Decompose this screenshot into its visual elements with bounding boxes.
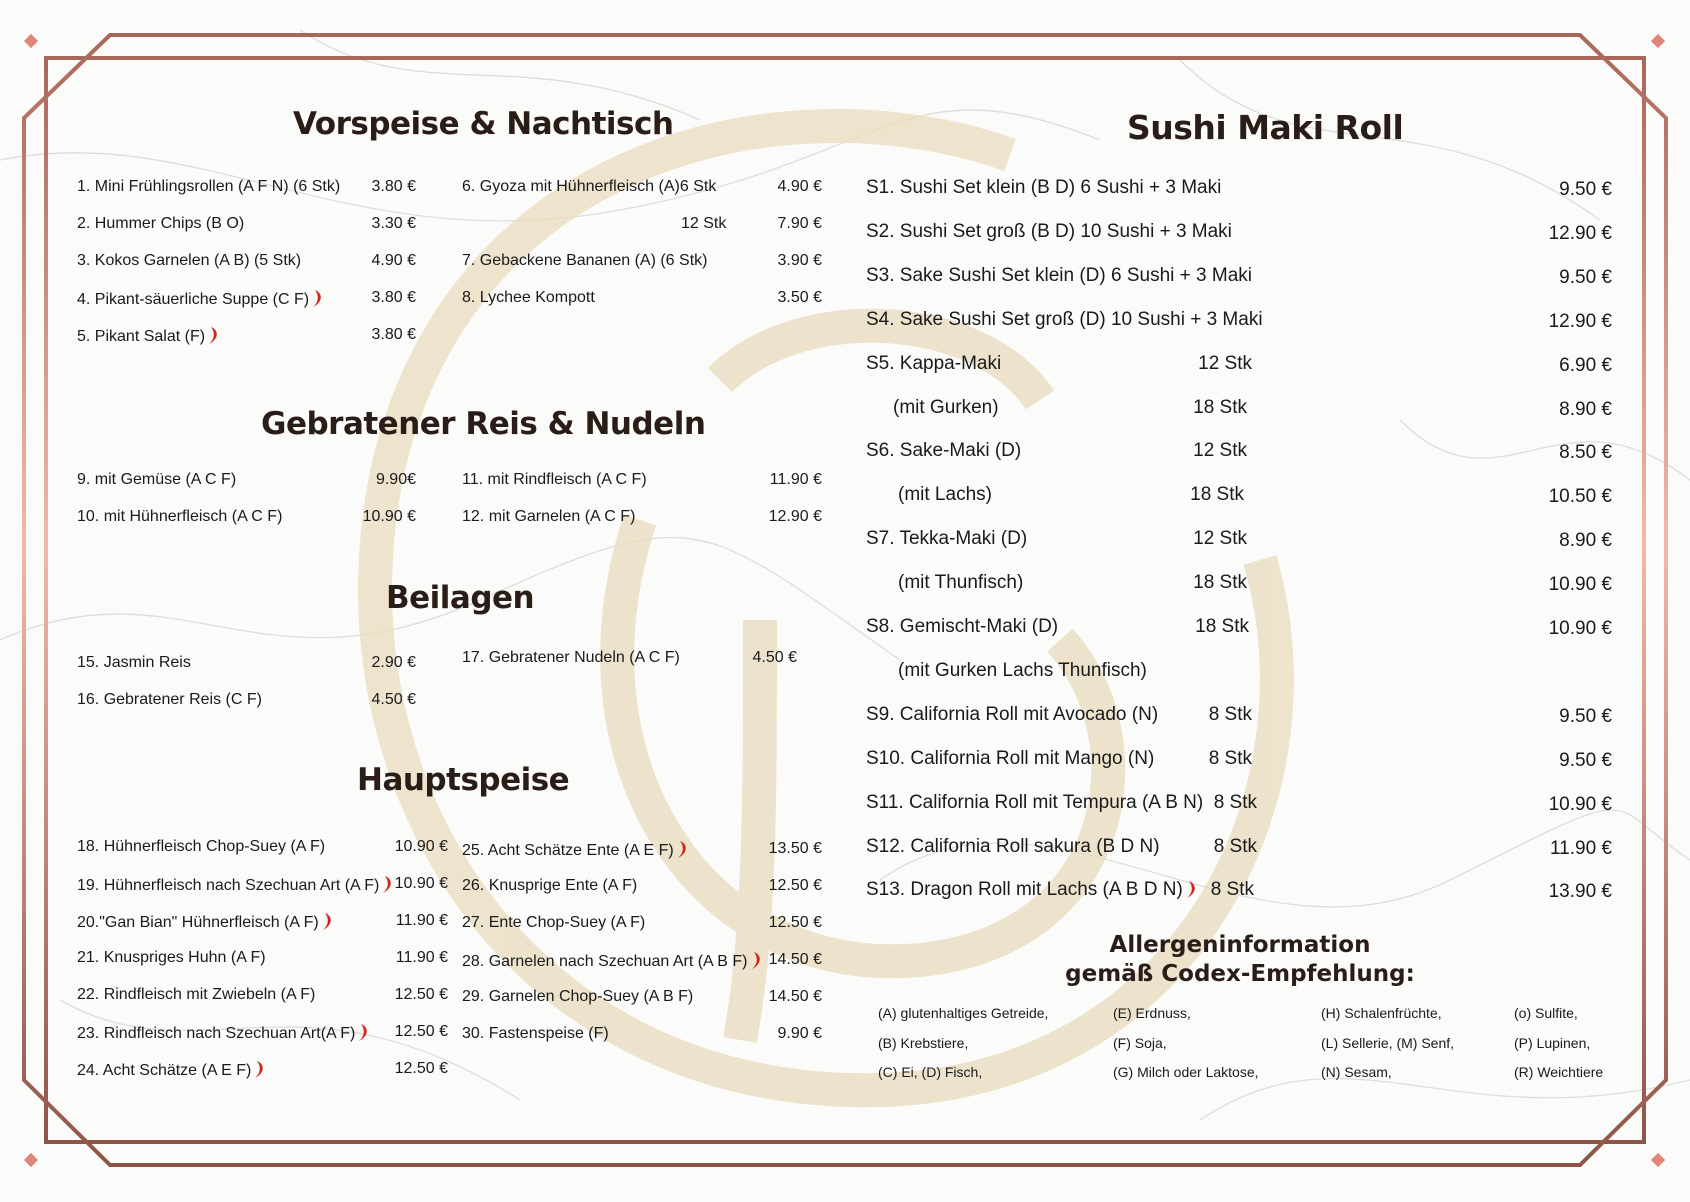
sushi-item-name-text: S5. Kappa-Maki [866,352,1002,374]
menu-item-price-text: 14.50 € [768,988,822,1005]
menu-item-name [462,648,680,668]
allergen-entry: (N) Sesam, [1321,1064,1392,1080]
menu-item-price-text: 4.90 € [777,178,822,195]
sushi-item-name [866,176,1221,200]
menu-item-name-text: 2. Hummer Chips (B O) [77,215,245,232]
menu-item-price [712,177,822,197]
sushi-item-price-text: 8.50 € [1559,442,1612,464]
menu-item-price [306,288,416,308]
menu-item-price-text: 3.80 € [371,326,416,343]
menu-item-price-text: 12.50 € [768,877,822,894]
menu-item-name-text: 18. Hühnerfleisch Chop-Suey (A F) [77,838,326,855]
sushi-item-price-text: 10.90 € [1548,618,1612,639]
section-title-vorspeise: Vorspeise & Nachtisch [293,106,674,142]
menu-item-price-text: 3.80 € [371,289,416,306]
menu-item-price [306,214,416,234]
menu-item-price-text: 12.90 € [768,508,822,525]
sushi-item-qty [1174,878,1254,902]
sushi-item-price [1472,837,1612,861]
sushi-item-name-text: (mit Gurken) [893,396,999,418]
sushi-item-name [866,791,1203,815]
menu-item-price [306,325,416,345]
sushi-item-price [1472,178,1612,202]
section-title-beilagen: Beilagen [386,580,535,616]
menu-item-name-text: 12. mit Garnelen (A C F) [462,508,636,525]
menu-item-price-text: 3.50 € [777,289,822,306]
allergen-entry: (E) Erdnuss, [1113,1005,1191,1021]
menu-item-price [712,1024,822,1044]
sushi-item-price-text: 6.90 € [1559,354,1612,376]
menu-item-price [338,874,448,894]
sushi-item-price [1472,266,1612,290]
allergen-entry: (F) Soja, [1113,1034,1167,1051]
menu-item-price-text: 11.90 € [769,471,822,488]
menu-item-name-text: 30. Fastenspeise (F) [462,1025,609,1042]
sushi-item-price-text: 12.90 € [1548,222,1612,244]
menu-item-price [712,251,822,271]
chili-icon [321,911,335,931]
sushi-item-name [866,747,1154,771]
menu-item-price [338,837,448,857]
menu-item-price [338,985,448,1005]
menu-item-name-text: 1. Mini Frühlingsrollen (A F N) (6 Stk) [77,178,341,195]
sushi-item-price-text: 10.90 € [1548,793,1612,815]
menu-item-price-text: 10.90 € [394,875,448,892]
menu-item-name [77,325,221,347]
sushi-item-qty [1172,352,1252,376]
menu-item-name [77,837,325,857]
menu-item-name [462,288,595,308]
allergen-entry: (o) Sulfite, [1514,1005,1578,1021]
section-title-hauptspeise: Hauptspeise [357,762,570,798]
sushi-item-name [866,352,1001,376]
sushi-item-qty-text: 18 Stk [1195,616,1249,637]
menu-item-price-text: 14.50 € [768,951,822,968]
menu-item-price-text: 10.90 € [394,838,448,855]
section-title-sushi: Sushi Maki Roll [1127,108,1404,147]
sushi-item-name [866,615,1058,639]
menu-item-price [338,948,448,968]
menu-item-price-text: 4.50 € [752,649,797,666]
menu-item-price [712,987,822,1007]
allergen-entry: (P) Lupinen, [1514,1034,1591,1051]
sushi-item-name [866,264,1252,288]
sushi-item-name [893,396,999,420]
menu-item-price-text: 4.90 € [371,252,416,269]
sushi-item-qty [1172,747,1252,771]
menu-item-name-text: 25. Acht Schätze Ente (A E F) [462,842,674,859]
menu-item-name-text: 8. Lychee Kompott [462,289,595,306]
menu-item-price [306,653,416,673]
menu-item-price [712,876,822,896]
sushi-item-qty-text: 12 Stk [1193,440,1247,462]
menu-item-price-text: 10.90 € [362,508,416,525]
sushi-item-qty [1177,835,1257,859]
sushi-item-price [1472,573,1612,597]
menu-item-name-text: 16. Gebratener Reis (C F) [77,691,262,708]
sushi-item-price-text: 10.90 € [1548,574,1612,596]
allergen-entry: (G) Milch oder Laktose, [1113,1064,1259,1080]
menu-item-price-text: 12.50 € [394,1060,448,1077]
menu-item-name-text: 12 Stk [681,215,727,232]
menu-item-name-text: 10. mit Hühnerfleisch (A C F) [77,508,283,525]
menu-item-name-text: 6. Gyoza mit Hühnerfleisch (A)6 Stk [462,178,717,195]
sushi-item-qty-text: 8 Stk [1213,791,1257,813]
allergen-entry: (A) glutenhaltiges Getreide, [878,1005,1049,1021]
sushi-item-price [1472,880,1612,904]
menu-item-price-text: 2.90 € [371,654,416,671]
menu-item-price [712,507,822,527]
menu-item-price [687,648,797,668]
sushi-item-name-text: S8. Gemischt-Maki (D) [866,616,1059,637]
sushi-item-qty-text: 8 Stk [1210,879,1254,901]
sushi-item-price-text: 9.50 € [1559,705,1612,727]
sushi-item-name [866,439,1021,463]
menu-item-name [462,1024,609,1044]
sushi-item-name [866,878,1199,902]
allergen-entry: (C) Ei, (D) Fisch, [878,1064,983,1080]
sushi-item-qty-text: 8 Stk [1208,747,1252,769]
menu-item-price-text: 11.90 € [395,949,448,966]
sushi-item-qty [1167,527,1247,551]
sushi-item-price [1472,441,1612,465]
menu-item-name [462,507,635,527]
menu-item-name [462,251,707,271]
menu-item-name [462,913,645,933]
menu-item-price-text: 13.50 € [768,840,822,857]
menu-item-price [712,839,822,859]
menu-item-name [77,470,236,490]
sushi-item-name-text: (mit Gurken Lachs Thunfisch) [898,659,1147,681]
menu-item-price-text: 12.50 € [394,986,448,1003]
sushi-item-qty-text: 8 Stk [1208,703,1252,725]
menu-item-name-text: 4. Pikant-säuerliche Suppe (C F) [77,291,310,308]
allergen-entry: (H) Schalenfrüchte, [1321,1005,1442,1021]
menu-item-price [712,288,822,308]
sushi-item-price [1472,749,1612,773]
menu-item-price [712,214,822,234]
sushi-item-price [1472,222,1612,246]
menu-item-name [77,985,315,1005]
sushi-item-name-text: S4. Sake Sushi Set groß (D) 10 Sushi + 3 Maki [866,308,1263,330]
sushi-item-qty [1167,571,1247,595]
menu-item-price [712,913,822,933]
sushi-item-qty-text: 8 Stk [1213,835,1257,857]
sushi-item-price-text: 13.90 € [1548,881,1612,903]
allergen-entry: (R) Weichtiere [1514,1064,1604,1080]
sushi-item-price [1472,354,1612,378]
menu-item-name-text: 15. Jasmin Reis [77,654,191,671]
menu-item-price [712,470,822,490]
menu-item-price-text: 12.50 € [394,1023,448,1040]
sushi-item-name-text: S13. Dragon Roll mit Lachs (A B D N) [866,879,1183,901]
menu-item-price-text: 9.90€ [375,471,416,488]
menu-item-name [462,839,690,861]
sushi-item-name-text: (mit Thunfisch) [898,572,1024,594]
menu-item-name-text: 28. Garnelen nach Szechuan Art (A B F) [462,953,748,970]
sushi-item-name-text: S7. Tekka-Maki (D) [866,528,1028,550]
menu-item-name [462,876,637,896]
menu-item-name [77,948,266,968]
sushi-item-price [1472,529,1612,553]
sushi-item-qty-text: 18 Stk [1193,396,1247,418]
menu-item-name [77,251,301,271]
sushi-item-price [1472,793,1612,817]
menu-item-price-text: 11.90 € [395,912,448,929]
menu-item-name-text: 5. Pikant Salat (F) [77,328,206,345]
menu-item-name [462,470,647,490]
sushi-item-price-text: 9.50 € [1559,179,1612,200]
menu-item-name [77,288,325,310]
allergen-entry: (L) Sellerie, (M) Senf, [1321,1034,1455,1051]
sushi-item-name-text: S6. Sake-Maki (D) [866,440,1022,462]
menu-item-name-text: 17. Gebratener Nudeln (A C F) [462,649,680,666]
sushi-item-name-text: S9. California Roll mit Avocado (N) [866,703,1159,725]
chili-icon [676,839,690,859]
sushi-item-price-text: 11.90 € [1550,837,1612,859]
sushi-item-name-text: (mit Lachs) [898,484,992,506]
sushi-item-qty [1172,703,1252,727]
menu-item-price [306,507,416,527]
menu-item-price [306,690,416,710]
sushi-item-price [1472,310,1612,334]
menu-item-name-text: 7. Gebackene Bananen (A) (6 Stk) [462,252,708,269]
menu-item-name [77,690,262,710]
sushi-item-name-text: S10. California Roll mit Mango (N) [866,747,1155,769]
sushi-item-name [898,659,1147,683]
sushi-item-qty [1169,615,1249,639]
sushi-item-name [866,527,1027,551]
sushi-item-name [898,483,992,507]
menu-item-price-text: 3.90 € [777,252,822,269]
menu-item-name [462,987,693,1007]
sushi-item-name [866,835,1160,859]
menu-item-price-text: 3.80 € [371,178,416,195]
menu-item-price [306,251,416,271]
menu-item-name-text: 9. mit Gemüse (A C F) [77,471,237,488]
sushi-item-name-text: S3. Sake Sushi Set klein (D) 6 Sushi + 3 Maki [866,264,1252,286]
menu-item-name [462,177,716,197]
allergen-subtitle: gemäß Codex-Empfehlung: [1065,961,1415,987]
menu-item-name-text: 20."Gan Bian" Hühnerfleisch (A F) [77,914,319,931]
sushi-item-qty [1164,483,1244,507]
menu-item-name-text: 11. mit Rindfleisch (A C F) [462,471,647,488]
menu-item-price-text: 3.30 € [371,215,416,232]
menu-item-name-text: 19. Hühnerfleisch nach Szechuan Art (A F) [77,877,380,894]
sushi-item-name-text: S2. Sushi Set groß (B D) 10 Sushi + 3 Maki [866,220,1232,242]
menu-item-price [338,1059,448,1079]
menu-item-name-text: 22. Rindfleisch mit Zwiebeln (A F) [77,986,316,1003]
sushi-item-qty-text: 18 Stk [1190,484,1244,506]
menu-item-price-text: 7.90 € [777,215,822,232]
menu-item-price [306,470,416,490]
menu-item-name [77,1022,371,1044]
section-title-reis: Gebratener Reis & Nudeln [261,406,706,442]
menu-item-name [77,507,282,527]
sushi-item-price-text: 9.50 € [1559,266,1612,288]
menu-item-price [712,950,822,970]
sushi-item-name [866,308,1263,332]
menu-item-name [77,177,340,197]
menu-item-name-text: 23. Rindfleisch nach Szechuan Art(A F) [77,1025,356,1042]
menu-item-name [77,911,335,933]
menu-item-name-text: 29. Garnelen Chop-Suey (A B F) [462,988,694,1005]
allergen-entry: (B) Krebstiere, [878,1034,969,1051]
chili-icon [253,1059,267,1079]
sushi-item-name [866,703,1158,727]
sushi-item-price [1472,398,1612,422]
menu-item-name-text: 24. Acht Schätze (A E F) [77,1062,252,1079]
menu-item-price-text: 4.50 € [371,691,416,708]
menu-item-name [77,653,191,673]
sushi-item-name [866,220,1232,244]
sushi-item-name-text: S11. California Roll mit Tempura (A B N) [866,791,1204,813]
menu-item-name [77,214,244,234]
menu-item-price-text: 9.90 € [777,1025,822,1042]
sushi-item-qty [1167,439,1247,463]
sushi-item-price-text: 9.50 € [1559,749,1612,771]
sushi-item-name-text: S12. California Roll sakura (B D N) [866,835,1160,857]
chili-icon [207,325,221,345]
menu-item-price [306,177,416,197]
allergen-title: Allergeninformation [1109,932,1371,958]
sushi-item-price [1472,485,1612,509]
menu-item-name-text: 27. Ente Chop-Suey (A F) [462,914,646,931]
sushi-item-qty [1177,791,1257,815]
sushi-item-price-text: 12.90 € [1548,310,1612,332]
sushi-item-name [898,571,1023,595]
menu-item-name-text: 21. Knuspriges Huhn (A F) [77,949,266,966]
sushi-item-price [1472,617,1612,641]
menu-item-name-text: 3. Kokos Garnelen (A B) (5 Stk) [77,252,302,269]
sushi-item-qty-text: 12 Stk [1193,528,1247,550]
menu-item-price-text: 12.50 € [768,914,822,931]
sushi-item-price-text: 8.90 € [1559,530,1612,552]
sushi-item-price-text: 10.50 € [1548,486,1612,508]
menu-item-name [77,1059,267,1081]
menu-item-price [338,911,448,931]
menu-item-price [338,1022,448,1042]
sushi-item-name-text: S1. Sushi Set klein (B D) 6 Sushi + 3 Maki [866,177,1222,198]
sushi-item-qty [1167,396,1247,420]
menu-item-name-text: 26. Knusprige Ente (A F) [462,877,638,894]
sushi-item-price-text: 8.90 € [1559,398,1612,420]
sushi-item-price [1472,705,1612,729]
sushi-item-qty-text: 18 Stk [1193,572,1247,594]
sushi-item-qty-text: 12 Stk [1198,352,1252,374]
